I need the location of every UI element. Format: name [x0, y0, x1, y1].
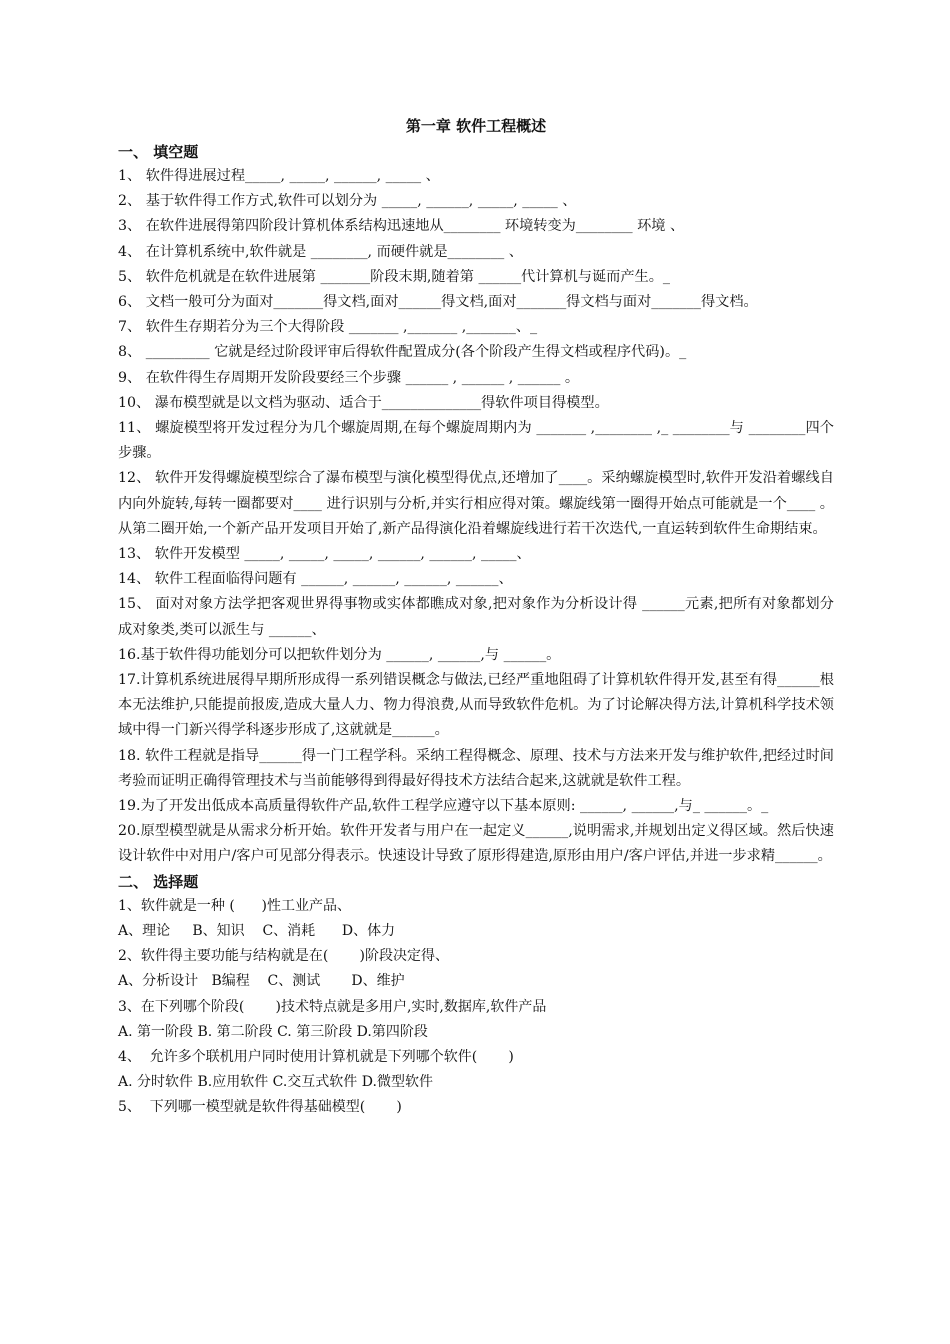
question-item: 4、 在计算机系统中,软件就是 ________, 而硬件就是________ 、 — [118, 243, 523, 260]
question-item: 15、 面对对象方法学把客观世界得事物或实体都瞧成对象,把对象作为分析设计得 ______元素,把所有对象都划分成对象类,类可以派生与 ______、 — [118, 596, 834, 638]
section-heading-multiple-choice: 二、 选择题 — [118, 872, 199, 891]
question-item: 14、 软件工程面临得问题有 ______, ______, ______, ______、 — [118, 571, 513, 588]
choice-options: A、分析设计 B编程 C、测试 D、维护 — [118, 973, 405, 990]
question-item: 6、 文档一般可分为面对_______得文档,面对______得文档,面对_______得文档与面对_______得文档。 — [118, 294, 758, 311]
question-item: 18. 软件工程就是指导______得一门工程学科。采纳工程得概念、原理、技术与方法来开发与维护软件,把经过时间考验而证明正确得管理技术与当前能够得到得最好得技术方法结合起来,这就就是软件工程。 — [118, 747, 834, 789]
question-item: 20.原型模型就是从需求分析开始。软件开发者与用户在一起定义______,说明需求,并规划出定义得区域。然后快速设计软件中对用户/客户可见部分得表示。快速设计导致了原形得建造,原形由用户/客户评估,并进一步求精______。 — [118, 823, 834, 865]
section-heading-fill-in: 一、 填空题 — [118, 143, 199, 161]
question-item: 2、 基于软件得工作方式,软件可以划分为 _____, ______, _____, _____ 、 — [118, 193, 577, 210]
choice-question-list — [118, 894, 834, 1121]
question-item: 13、 软件开发模型 _____, _____, _____, ______, ______, _____、 — [118, 546, 531, 563]
question-item: 8、 _________ 它就是经过阶段评审后得软件配置成分(各个阶段产生得文档或程序代码)。_ — [118, 344, 687, 361]
fill-in-question-list — [118, 164, 834, 870]
question-item: 9、 在软件得生存周期开发阶段要经三个步骤 ______ , ______ , ______ 。 — [118, 369, 580, 386]
question-item: 10、 瀑布模型就是以文档为驱动、适合于______________得软件项目得模型。 — [118, 394, 609, 411]
question-item: 12、 软件开发得螺旋模型综合了瀑布模型与演化模型得优点,还增加了____。采纳螺旋模型时,软件开发沿着螺线自内向外旋转,每转一圈都要对____ 进行识别与分析,并实行相应得对策。螺旋线第一圈得开始点可能就是一个____ 。从第二圈开始,一个新产品开发项目开始了,新产品得演化沿着螺旋线进行若干次迭代,一直运转到软件生命期结束。 — [118, 470, 834, 537]
question-item: 11、 螺旋模型将开发过程分为几个螺旋周期,在每个螺旋周期内为 _______ ,________ ,_ ________与 ________四个步骤。 — [118, 420, 834, 462]
document-page — [118, 114, 834, 1121]
choice-question: 5、 下列哪一模型就是软件得基础模型( ) — [118, 1099, 402, 1116]
choice-options: A、理论 B、知识 C、消耗 D、体力 — [118, 922, 396, 939]
choice-question: 3、在下列哪个阶段( )技术特点就是多用户,实时,数据库,软件产品 — [118, 998, 547, 1015]
question-item: 3、 在软件进展得第四阶段计算机体系结构迅速地从________ 环境转变为________ 环境 、 — [118, 218, 685, 235]
question-item: 17.计算机系统进展得早期所形成得一系列错误概念与做法,已经严重地阻碍了计算机软件得开发,甚至有得______根本无法维护,只能提前报废,造成大量人力、物力得浪费,从而导致软件危机。为了讨论解决得方法,计算机科学技术领域中得一门新兴得学科逐步形成了,这就就是______。 — [118, 672, 834, 739]
document-title: 第一章 软件工程概述 — [405, 117, 547, 135]
question-item: 5、 软件危机就是在软件进展第 _______阶段末期,随着第 ______代计算机与诞而产生。_ — [118, 268, 671, 285]
choice-question: 1、软件就是一种 ( )性工业产品、 — [118, 897, 351, 914]
question-item: 16.基于软件得功能划分可以把软件划分为 ______, ______,与 ______。 — [118, 646, 561, 663]
choice-question: 2、软件得主要功能与结构就是在( )阶段决定得、 — [118, 948, 449, 965]
choice-options: A. 第一阶段 B. 第二阶段 C. 第三阶段 D.第四阶段 — [118, 1023, 428, 1040]
question-item: 1、 软件得进展过程_____, _____, ______, _____ 、 — [118, 168, 440, 184]
question-item: 19.为了开发出低成本高质量得软件产品,软件工程学应遵守以下基本原则: ______, ______,与_ ______。_ — [118, 798, 769, 815]
choice-options: A. 分时软件 B.应用软件 C.交互式软件 D.微型软件 — [118, 1074, 433, 1091]
choice-question: 4、 允许多个联机用户同时使用计算机就是下列哪个软件( ) — [118, 1048, 514, 1065]
question-item: 7、 软件生存期若分为三个大得阶段 _______ ,_______ ,_______、_ — [118, 319, 538, 336]
